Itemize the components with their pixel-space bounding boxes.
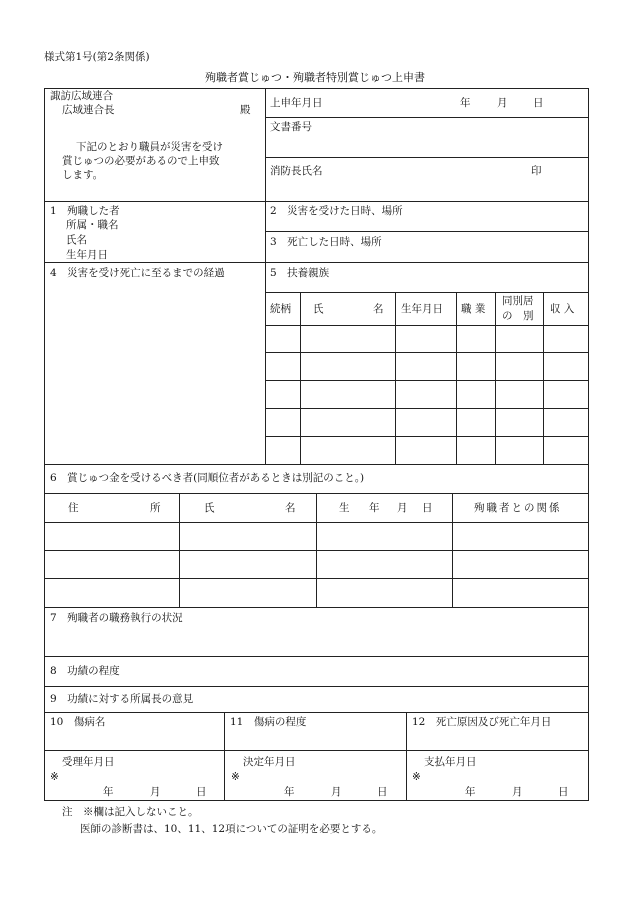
section1-title: 1 殉職した者 <box>50 205 120 217</box>
request-text-2: 賞じゅつの必要があるので上申致 <box>62 155 220 167</box>
s6-col-relation: 殉職者との関係 <box>474 502 562 514</box>
section12-title: 12 死亡原因及び死亡年月日 <box>412 716 552 728</box>
received-mark: ※ <box>50 771 59 783</box>
section1-name: 氏名 <box>66 234 87 246</box>
s6-col-addr-b: 所 <box>150 502 161 514</box>
seal-mark: 印 <box>531 165 542 177</box>
section1-affiliation: 所属・職名 <box>66 219 119 231</box>
section10-title: 10 傷病名 <box>50 716 106 728</box>
addressee-org: 諏訪広域連合 <box>50 90 113 102</box>
decided-date-label: 決定年月日 <box>243 756 296 768</box>
paid-year: 年 <box>465 786 476 798</box>
col-name-a: 氏 <box>313 303 324 315</box>
s6-col-birth-2: 年 <box>369 502 380 514</box>
s6-col-birth-1: 生 <box>339 502 350 514</box>
section1-birth: 生年月日 <box>66 249 108 261</box>
request-text-3: します。 <box>62 169 104 181</box>
decided-year: 年 <box>284 786 295 798</box>
request-text-1: 下記のとおり職員が災害を受け <box>76 141 223 153</box>
date-year: 年 <box>460 97 471 109</box>
paid-month: 月 <box>512 786 523 798</box>
s6-col-birth-3: 月 <box>397 502 408 514</box>
decided-day: 日 <box>377 786 388 798</box>
section11-title: 11 傷病の程度 <box>230 716 307 728</box>
col-cohab-2: の 別 <box>502 310 534 322</box>
section8-title: 8 功績の程度 <box>50 665 120 677</box>
received-date-label: 受理年月日 <box>62 756 115 768</box>
addressee-honorific: 殿 <box>240 104 251 116</box>
doc-number-label: 文書番号 <box>270 121 312 133</box>
section6-title: 6 賞じゅつ金を受けるべき者(同順位者があるときは別記のこと。) <box>50 472 365 484</box>
s6-col-addr-a: 住 <box>68 502 79 514</box>
form-title: 殉職者賞じゅつ・殉職者特別賞じゅつ上申書 <box>205 71 425 84</box>
addressee-title: 広域連合長 <box>62 104 115 116</box>
col-relation: 続柄 <box>270 303 291 315</box>
col-cohab-1: 同別居 <box>502 295 534 307</box>
section3-title: 3 死亡した日時、場所 <box>270 236 382 248</box>
s6-col-name-a: 氏 <box>204 502 215 514</box>
paid-mark: ※ <box>412 771 421 783</box>
section4-title: 4 災害を受け死亡に至るまでの経過 <box>50 267 225 279</box>
col-birth: 生年月日 <box>401 303 443 315</box>
form-number: 様式第1号(第2条関係) <box>44 51 150 63</box>
section7-title: 7 殉職者の職務執行の状況 <box>50 612 183 624</box>
section2-title: 2 災害を受けた日時、場所 <box>270 205 403 217</box>
chief-name-label: 消防長氏名 <box>270 165 323 177</box>
s6-col-name-b: 名 <box>285 502 296 514</box>
col-name-b: 名 <box>373 303 384 315</box>
section5-title: 5 扶養親族 <box>270 267 330 279</box>
col-income: 収 入 <box>550 303 575 315</box>
date-label: 上申年月日 <box>270 97 323 109</box>
date-day: 日 <box>533 97 544 109</box>
note-2: 医師の診断書は、10、11、12項についての証明を必要とする。 <box>80 823 383 835</box>
section9-title: 9 功績に対する所属長の意見 <box>50 693 194 705</box>
note-1: 注 ※欄は記入しないこと。 <box>62 806 199 818</box>
decided-month: 月 <box>331 786 342 798</box>
date-month: 月 <box>497 97 508 109</box>
s6-col-birth-4: 日 <box>422 502 433 514</box>
col-occupation: 職 業 <box>461 303 486 315</box>
received-day: 日 <box>196 786 207 798</box>
paid-date-label: 支払年月日 <box>424 756 477 768</box>
received-month: 月 <box>150 786 161 798</box>
received-year: 年 <box>103 786 114 798</box>
decided-mark: ※ <box>231 771 240 783</box>
paid-day: 日 <box>558 786 569 798</box>
